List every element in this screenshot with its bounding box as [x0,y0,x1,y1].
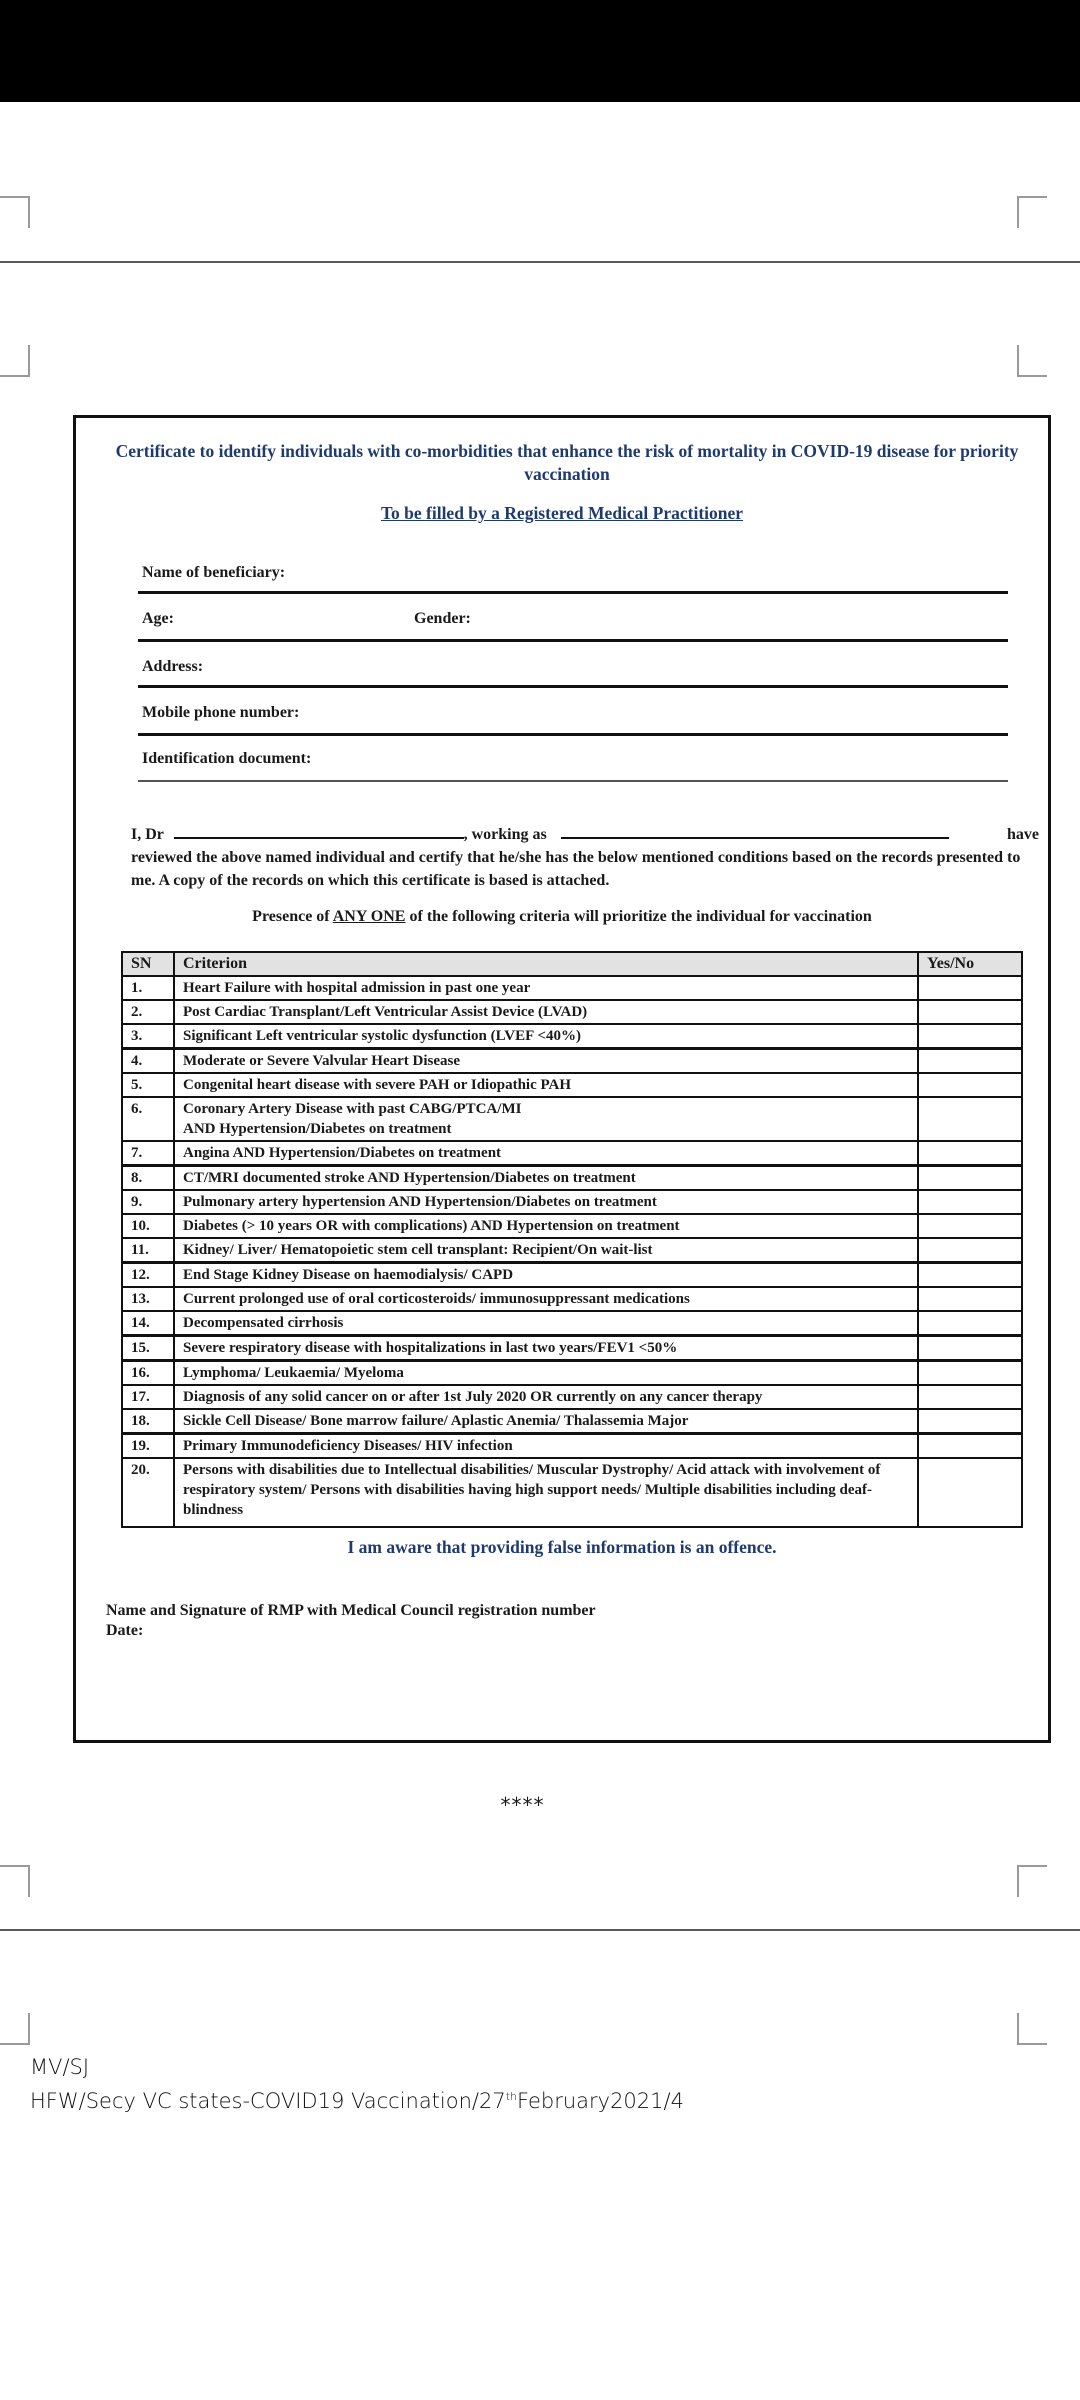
row-criterion: Significant Left ventricular systolic dysfunction (LVEF <40%) [174,1024,918,1049]
crop-mark [0,345,30,377]
yes-no-cell[interactable] [918,1166,1022,1191]
table-row [122,1434,1022,1459]
footer-ref-line [30,2082,684,2116]
crop-mark [1017,345,1047,377]
table-row [122,1385,1022,1409]
row-sn: 2. [122,1000,174,1024]
crop-mark [1017,1865,1047,1897]
footer-ref-sup: th [505,2090,518,2103]
false-info-statement: I am aware that providing false information is an offence. [347,1537,777,1557]
field-identification[interactable] [138,736,1008,782]
table-row [122,1336,1022,1361]
date-label: Date: [106,1622,144,1639]
table-header-row [122,952,1022,976]
table-row [122,1073,1022,1097]
row-sn: 18. [122,1409,174,1434]
row-criterion: Diagnosis of any solid cancer on or after 1st July 2020 OR currently on any cancer therapy [174,1385,918,1409]
criteria-heading-text: Presence of [252,908,333,925]
yes-no-cell[interactable] [918,1073,1022,1097]
table-row [122,1238,1022,1263]
table-row [122,1458,1022,1527]
end-marker: **** [500,1793,545,1817]
row-criterion [174,1097,918,1141]
yes-no-cell[interactable] [918,1263,1022,1288]
label-gender: Gender: [414,610,471,627]
table-row [122,1049,1022,1074]
yes-no-cell[interactable] [918,1434,1022,1459]
row-criterion: Angina AND Hypertension/Diabetes on treatment [174,1141,918,1166]
row-criterion: Decompensated cirrhosis [174,1311,918,1336]
declaration-working-as: , working as [463,826,547,843]
certificate-subtitle: To be filled by a Registered Medical Practitioner [380,503,744,523]
table-row [122,1311,1022,1336]
status-bar [0,0,1080,102]
row-sn: 17. [122,1385,174,1409]
table-row [122,1000,1022,1024]
row-criterion: Pulmonary artery hypertension AND Hypertension/Diabetes on treatment [174,1190,918,1214]
label-identification: Identification document: [142,750,312,767]
header-sn: SN [122,952,174,976]
label-name: Name of beneficiary: [142,564,286,581]
yes-no-cell[interactable] [918,1361,1022,1386]
row-criterion: Severe respiratory disease with hospitalizations in last two years/FEV1 <50% [174,1336,918,1361]
row-sn: 16. [122,1361,174,1386]
table-row [122,1141,1022,1166]
field-address[interactable] [138,642,1008,688]
row-criterion: Heart Failure with hospital admission in past one year [174,976,918,1000]
row-sn: 9. [122,1190,174,1214]
row-sn: 5. [122,1073,174,1097]
table-row [122,1190,1022,1214]
row-sn: 10. [122,1214,174,1238]
table-row [122,976,1022,1000]
footer-ref-text: February2021/4 [517,2089,684,2113]
field-age-gender[interactable] [138,594,1008,642]
footer-reference [30,2052,684,2116]
declaration-have: have [1007,826,1039,843]
table-row [122,1263,1022,1288]
row-sn: 14. [122,1311,174,1336]
row-criterion: Congenital heart disease with severe PAH or Idiopathic PAH [174,1073,918,1097]
row-sn: 7. [122,1141,174,1166]
label-age: Age: [142,610,174,627]
row-sn: 19. [122,1434,174,1459]
yes-no-cell[interactable] [918,1049,1022,1074]
table-row [122,1166,1022,1191]
yes-no-cell[interactable] [918,1238,1022,1263]
certificate [73,415,1051,1743]
row-sn: 3. [122,1024,174,1049]
declaration-prefix: I, Dr [131,826,164,843]
yes-no-cell[interactable] [918,1385,1022,1409]
declaration-text: reviewed the above named individual and certify that he/she has the below mentioned conditions based on the records presented to me. A copy of the records on which this certificate is based is attached. [131,849,1021,889]
crop-mark [0,2013,30,2045]
row-criterion: Diabetes (> 10 years OR with complications) AND Hypertension on treatment [174,1214,918,1238]
field-beneficiary-name[interactable] [138,552,1008,594]
footer-initials: MV/SJ [30,2055,90,2079]
row-criterion: Lymphoma/ Leukaemia/ Myeloma [174,1361,918,1386]
table-row [122,1287,1022,1311]
yes-no-cell[interactable] [918,976,1022,1000]
yes-no-cell[interactable] [918,1000,1022,1024]
yes-no-cell[interactable] [918,1097,1022,1141]
declaration-paragraph [131,823,1039,892]
yes-no-cell[interactable] [918,1311,1022,1336]
label-mobile: Mobile phone number: [142,704,300,721]
row-sn: 8. [122,1166,174,1191]
row-criterion: Persons with disabilities due to Intellectual disabilities/ Muscular Dystrophy/ Acid attack with involvement of respiratory system/ Persons with disabilities having high support needs/ Multiple disabilities including deaf-blindness [174,1458,918,1527]
yes-no-cell[interactable] [918,1190,1022,1214]
footer-ref-text: HFW/Secy VC states-COVID19 Vaccination/27 [30,2089,506,2113]
table-row [122,1097,1022,1141]
yes-no-cell[interactable] [918,1287,1022,1311]
row-criterion-line: Coronary Artery Disease with past CABG/PTCA/MI [183,1101,522,1117]
row-criterion: End Stage Kidney Disease on haemodialysis/ CAPD [174,1263,918,1288]
table-row [122,1361,1022,1386]
page-divider [0,261,1080,263]
row-criterion: Post Cardiac Transplant/Left Ventricular Assist Device (LVAD) [174,1000,918,1024]
row-sn: 6. [122,1097,174,1141]
certificate-title: Certificate to identify individuals with co-morbidities that enhance the risk of mortality in COVID-19 disease for priority vaccination [115,441,1019,484]
row-sn: 11. [122,1238,174,1263]
crop-mark [1017,2013,1047,2045]
label-address: Address: [142,658,204,675]
yes-no-cell[interactable] [918,1214,1022,1238]
field-mobile[interactable] [138,688,1008,736]
signature-label: Name and Signature of RMP with Medical Council registration number [106,1602,596,1619]
yes-no-cell[interactable] [918,1458,1022,1527]
yes-no-cell[interactable] [918,1409,1022,1434]
row-sn: 20. [122,1458,174,1527]
criteria-table [121,951,1023,1528]
row-criterion: Primary Immunodeficiency Diseases/ HIV infection [174,1434,918,1459]
row-sn: 15. [122,1336,174,1361]
table-row [122,1214,1022,1238]
crop-mark [0,1865,30,1897]
row-criterion: Sickle Cell Disease/ Bone marrow failure/ Aplastic Anemia/ Thalassemia Major [174,1409,918,1434]
doctor-name-blank[interactable] [174,823,464,839]
yes-no-cell[interactable] [918,1024,1022,1049]
yes-no-cell[interactable] [918,1336,1022,1361]
criteria-heading [76,908,1048,926]
row-sn: 13. [122,1287,174,1311]
page-divider [0,1929,1080,1931]
criteria-heading-text: of the following criteria will prioritize the individual for vaccination [405,908,872,925]
signature-block [106,1601,596,1641]
row-sn: 4. [122,1049,174,1074]
header-yes-no: Yes/No [918,952,1022,976]
crop-mark [0,196,30,228]
row-criterion-line: AND Hypertension/Diabetes on treatment [183,1121,452,1137]
row-criterion: Current prolonged use of oral corticosteroids/ immunosuppressant medications [174,1287,918,1311]
row-criterion: CT/MRI documented stroke AND Hypertension/Diabetes on treatment [174,1166,918,1191]
table-row [122,1409,1022,1434]
yes-no-cell[interactable] [918,1141,1022,1166]
row-sn: 12. [122,1263,174,1288]
header-criterion: Criterion [174,952,918,976]
row-criterion: Moderate or Severe Valvular Heart Disease [174,1049,918,1074]
crop-mark [1017,196,1047,228]
designation-blank[interactable] [561,823,949,839]
criteria-heading-emphasis: ANY ONE [332,908,406,925]
row-sn: 1. [122,976,174,1000]
row-criterion: Kidney/ Liver/ Hematopoietic stem cell transplant: Recipient/On wait-list [174,1238,918,1263]
table-row [122,1024,1022,1049]
